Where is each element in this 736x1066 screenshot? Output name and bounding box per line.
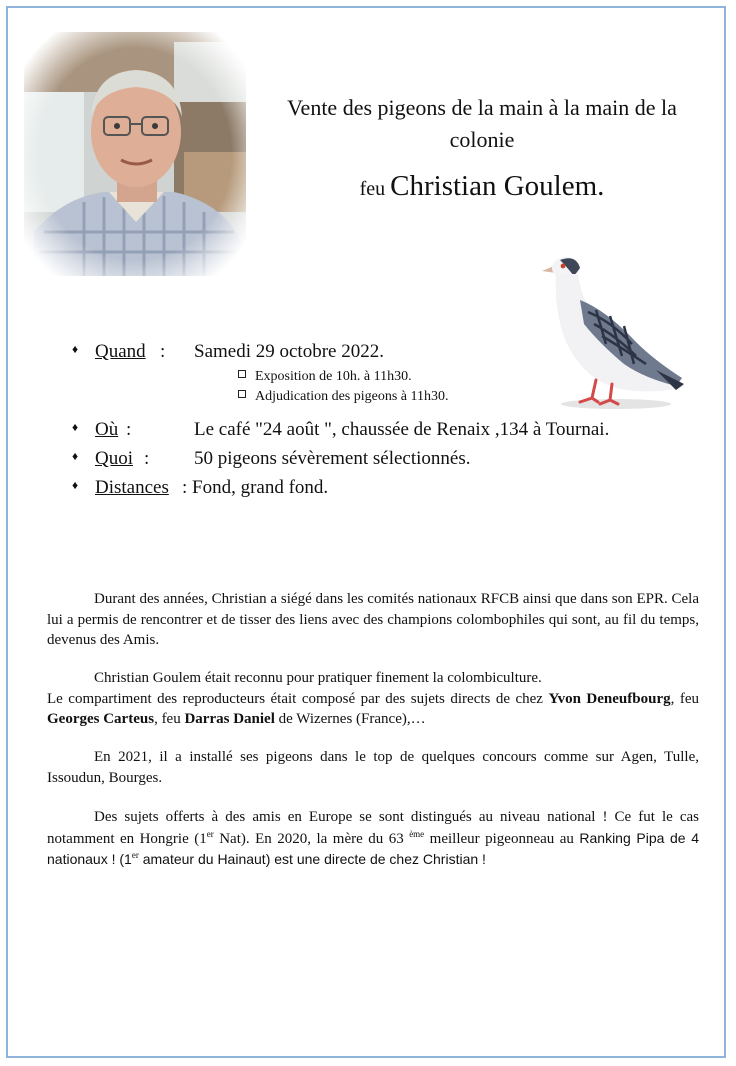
paragraph-2-text-e: , feu xyxy=(154,711,185,727)
checkbox-square-icon xyxy=(238,370,246,378)
document-subtitle xyxy=(262,170,702,203)
paragraph-2-text-a: Le compartiment des reproducteurs était composé par des sujets directs de chez xyxy=(47,690,549,707)
paragraph-1 xyxy=(47,589,699,651)
superscript: er xyxy=(131,850,139,860)
value-ou: Le café "24 août ", chaussée de Renaix ,134 à Tournai. xyxy=(194,419,610,440)
pigeon-image xyxy=(536,252,686,412)
paragraph-2-line1: Christian Goulem était reconnu pour pratiquer finement la colombiculture. xyxy=(94,670,542,686)
subtitle-name: Christian Goulem. xyxy=(390,170,605,202)
breeder-name: Yvon Deneufbourg xyxy=(548,690,671,707)
portrait-photo xyxy=(24,32,246,276)
paragraph-4-text-b: Nat). En 2020, la mère du 63 xyxy=(213,830,410,847)
paragraph-3 xyxy=(47,747,699,788)
label-quand: Quand xyxy=(95,341,146,362)
value-quoi: 50 pigeons sévèrement sélectionnés. xyxy=(194,448,471,469)
label-distances: Distances xyxy=(95,477,169,498)
label-quoi: Quoi xyxy=(95,448,133,469)
paragraph-4-text-e: amateur du Hainaut) est une directe de chez Christian ! xyxy=(138,851,486,867)
bullet-icon: ♦ xyxy=(72,420,79,434)
paragraph-2-text-c: , feu xyxy=(670,690,699,707)
bullet-icon: ♦ xyxy=(72,449,79,463)
superscript: ème xyxy=(409,828,425,839)
sep-quoi: : xyxy=(144,448,150,469)
bullet-icon: ♦ xyxy=(72,478,79,492)
document-title: Vente des pigeons de la main à la main de la colonie xyxy=(287,95,677,152)
sub-item-text: Adjudication des pigeons à 11h30. xyxy=(255,389,449,404)
sub-item-adjudication xyxy=(238,389,449,405)
paragraph-1-text: Durant des années, Christian a siégé dans les comités nationaux RFCB ainsi que dans son EPR. Cela lui a permis de rencontrer et de tisser des liens avec des champions colombophiles qui sont, au fil du temps, devenus des Amis. xyxy=(47,591,699,648)
sub-item-exposition xyxy=(238,369,412,385)
paragraph-2 xyxy=(47,668,699,730)
paragraph-2-text-g: de Wizernes (France),… xyxy=(274,711,426,727)
bullet-icon: ♦ xyxy=(72,342,79,356)
sep-ou: : xyxy=(126,419,132,440)
superscript: er xyxy=(206,828,214,839)
sub-item-text: Exposition de 10h. à 11h30. xyxy=(255,369,412,384)
label-ou: Où xyxy=(95,419,119,440)
paragraph-3-text: En 2021, il a installé ses pigeons dans le top de quelques concours comme sur Agen, Tulle, Issoudun, Bourges. xyxy=(47,749,699,786)
paragraph-4-text-a: Des sujets offerts à des amis en Europe se sont distingués au niveau national ! Ce fut le cas notamment en Hongrie (1 xyxy=(47,809,699,847)
value-quand: Samedi 29 octobre 2022. xyxy=(194,341,384,362)
sep-quand: : xyxy=(160,341,166,362)
breeder-name: Georges Carteus xyxy=(47,711,155,727)
checkbox-square-icon xyxy=(238,390,246,398)
subtitle-prefix: feu xyxy=(359,178,386,200)
paragraph-4 xyxy=(47,807,699,871)
paragraph-4-text-c: meilleur pigeonneau au xyxy=(424,830,580,847)
paragraph-4-text-d: Ranking Pipa de 4 nationaux ! (1 xyxy=(47,829,699,867)
value-distances: Fond, grand fond. xyxy=(192,477,329,498)
breeder-name: Darras Daniel xyxy=(184,711,275,727)
sep-distances: : xyxy=(182,477,188,498)
